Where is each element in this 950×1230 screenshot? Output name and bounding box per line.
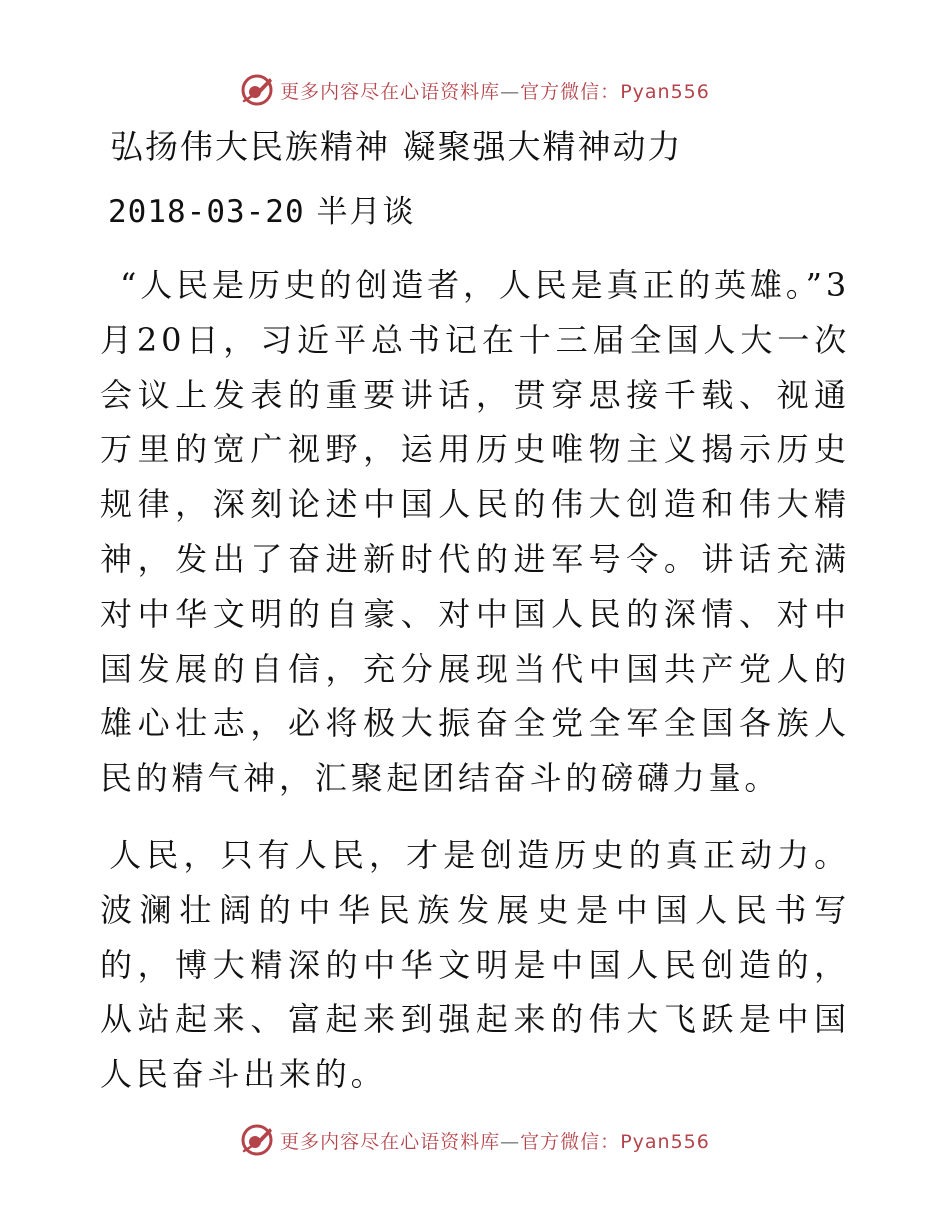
paragraph-text: “人民是历史的创造者，人民是真正的英雄。”3月20日，习近平总书记在十三届全国人大一次会议上发表的重要讲话，贯穿思接千载、视通万里的宽广视野，运用历史唯物主义揭示历史规律，深刻论述中国人民的伟大创造和伟大精神，发出了奋进新时代的进军号令。讲话充满对中华文明的自豪、对中国人民的深情、对中国发展的自信，充分展现当代中国共产党人的雄心壮志，必将极大振奋全党全军全国各族人民的精气神，汇聚起团结奋斗的磅礴力量。 <box>100 266 850 798</box>
article-title: 弘扬伟大民族精神 凝聚强大精神动力 <box>110 127 683 166</box>
article-date: 2018-03-20 <box>108 194 305 230</box>
quill-pen-logo-icon <box>240 1123 274 1157</box>
footer-banner <box>0 1120 950 1160</box>
article <box>100 118 850 1102</box>
quill-pen-logo-icon <box>240 73 274 107</box>
article-dateline <box>100 186 850 238</box>
article-source: 半月谈 <box>316 194 416 230</box>
banner-main-text: 更多内容尽在心语资料库 <box>280 1130 501 1153</box>
banner-official-label: 官方微信： <box>520 80 621 103</box>
banner-separator: — <box>500 80 521 103</box>
banner-official-label: 官方微信： <box>520 1130 621 1153</box>
banner-wechat-id: Pyan556 <box>620 80 710 103</box>
banner-text <box>280 77 710 104</box>
banner-main-text: 更多内容尽在心语资料库 <box>280 80 501 103</box>
banner-text <box>280 1127 710 1154</box>
header-banner <box>0 70 950 110</box>
article-paragraph <box>100 258 850 806</box>
paragraph-text: 人民，只有人民，才是创造历史的真正动力。波澜壮阔的中华民族发展史是中国人民书写的，博大精深的中华文明是中国人民创造的，从站起来、富起来到强起来的伟大飞跃是中国人民奋斗出来的。 <box>100 835 850 1094</box>
banner-wechat-id: Pyan556 <box>620 1130 710 1153</box>
banner-separator: — <box>500 1130 521 1153</box>
article-paragraph <box>100 828 850 1102</box>
